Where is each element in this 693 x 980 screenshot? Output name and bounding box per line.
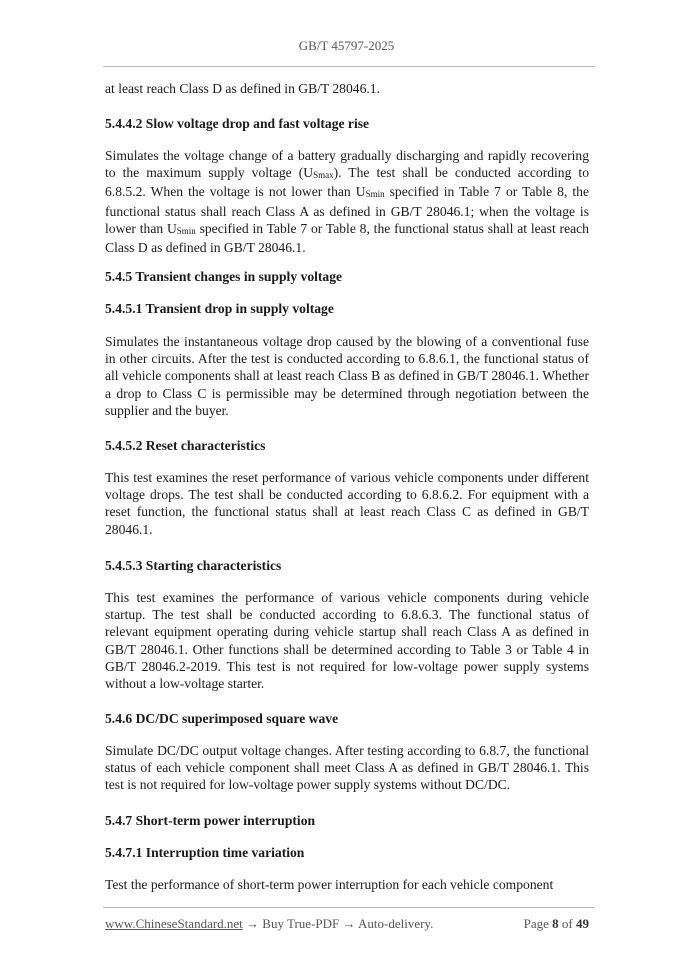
paragraph: at least reach Class D as defined in GB/T 28046.1. (105, 81, 380, 96)
footer (105, 916, 589, 932)
section-heading: 5.4.7.1 Interruption time variation (105, 845, 305, 860)
section-heading: 5.4.4.2 Slow voltage drop and fast voltage rise (105, 116, 370, 131)
footer-text: → Buy True-PDF → Auto-delivery. (242, 916, 434, 931)
section-heading: 5.4.5 Transient changes in supply voltage (105, 269, 343, 284)
paragraph: This test examines the reset performance of various vehicle components under different voltage drops. The test shall be conducted according to 6.8.6.2. For equipment with a reset function, the functional status shall at least reach Class C as defined in GB/T 28046.1. (105, 470, 589, 537)
paragraph: This test examines the performance of various vehicle components during vehicle startup. The test shall be conducted according to 6.8.6.3. The functional status of relevant equipment operating during vehicle startup shall reach Class A as defined in GB/T 28046.1. Other functions shall be determined according to Table 3 or Table 4 in GB/T 28046.2-2019. This test is not required for low-voltage power supply systems without a low-voltage starter. (105, 590, 589, 692)
header-divider (103, 66, 595, 67)
page-indicator: Page 8 of 49 (523, 916, 589, 931)
section-heading: 5.4.5.3 Starting characteristics (105, 558, 282, 573)
section-heading: 5.4.6 DC/DC superimposed square wave (105, 711, 339, 726)
paragraph: Simulate DC/DC output voltage changes. After testing according to 6.8.7, the functional status of each vehicle component shall meet Class A as defined in GB/T 28046.1. This test is not required for low-voltage power supply systems without DC/DC. (105, 743, 589, 793)
section-heading: 5.4.5.2 Reset characteristics (105, 438, 266, 453)
paragraph: Test the performance of short-term power interruption for each vehicle component (105, 877, 554, 892)
website-link[interactable]: www.ChineseStandard.net (105, 916, 243, 931)
paragraph: Simulates the instantaneous voltage drop caused by the blowing of a conventional fuse in other circuits. After the test is conducted according to 6.8.6.1, the functional status of all vehicle components shall at least reach Class B as defined in GB/T 28046.1. Whether a drop to Class C is permissible may be determined through negotiation between the supplier and the buyer. (105, 334, 589, 418)
footer-divider (103, 907, 595, 908)
section-heading: 5.4.5.1 Transient drop in supply voltage (105, 301, 334, 316)
paragraph: Simulates the voltage change of a battery gradually discharging and rapidly recovering to the maximum supply voltage $(U_{Smax})$. The test shall be conducted according to 6.8.5.2. When the voltage is not lower than $U_{Smin}$ specified in Table 7 or Table 8, the functional status shall reach Class A as defined in GB/T 28046.1; when the voltage is lower than $U_{Smin}$ specified in Table 7 or Table 8, the functional status shall at least reach Class D as defined in GB/T 28046.1. (105, 148, 589, 256)
section-heading: 5.4.7 Short-term power interruption (105, 813, 316, 828)
document-header: GB/T 45797-2025 (298, 38, 395, 53)
